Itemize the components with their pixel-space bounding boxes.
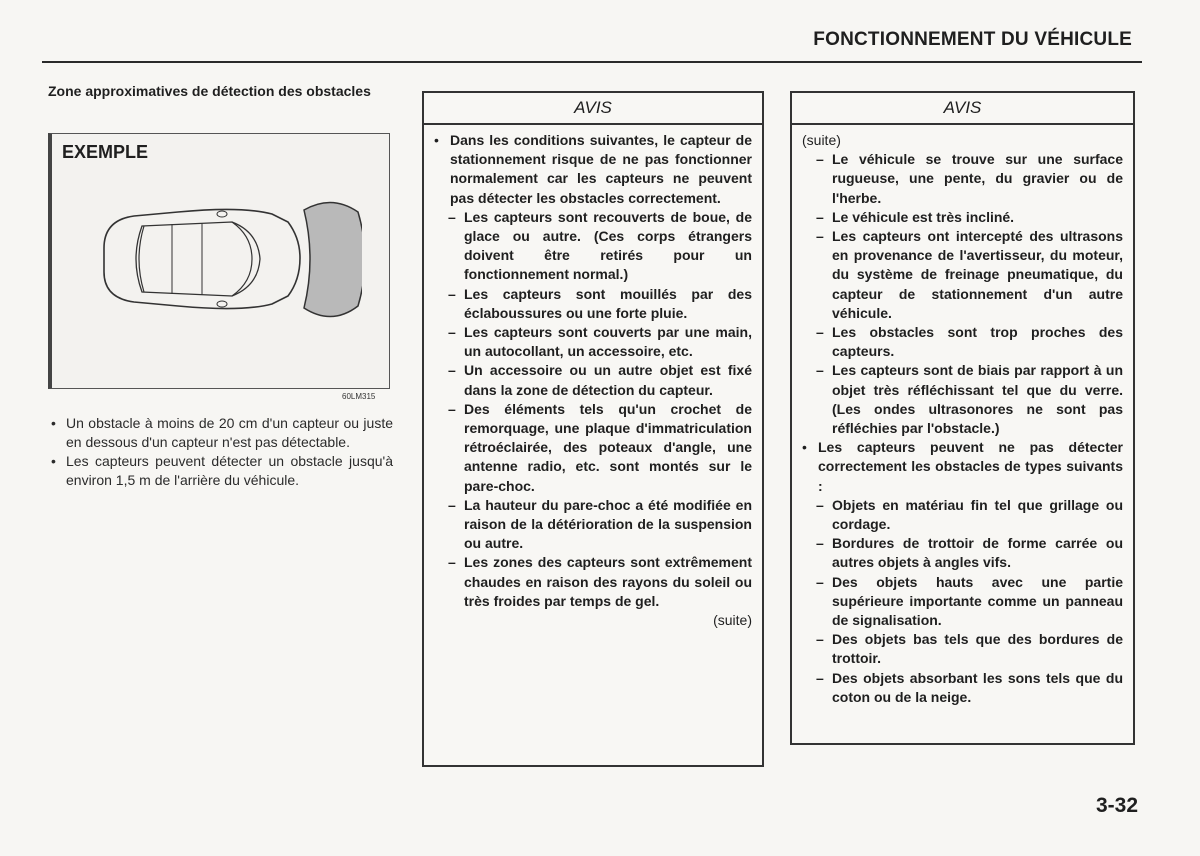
page-number: 3-32: [1095, 794, 1138, 817]
list-item: – Les capteurs sont couverts par une main, un autocollant, un accessoire, etc.: [448, 324, 752, 360]
list-item: • Les capteurs peuvent détecter un obstacle jusqu'à environ 1,5 m de l'arrière du véhicule.: [51, 453, 393, 488]
car-mirror: [217, 211, 227, 217]
bullet-mark: •: [51, 415, 56, 431]
notice-title: AVIS: [424, 93, 762, 125]
list-item: • Un obstacle à moins de 20 cm d'un capteur ou juste en dessous d'un capteur n'est pas détectable.: [51, 415, 393, 450]
list-item: – Les zones des capteurs sont extrêmement chaudes en raison des rayons du soleil ou très froides par temps de gel.: [448, 554, 752, 609]
list-item: – Des objets bas tels que des bordures de trottoir.: [816, 631, 1123, 667]
list-item: – Objets en matériau fin tel que grillage ou cordage.: [816, 496, 1123, 533]
header-rule: [42, 61, 1142, 63]
bullet-mark: •: [802, 439, 807, 456]
bullet-mark: •: [434, 132, 439, 148]
notice-box-1: [422, 91, 764, 767]
list-item: – Les capteurs sont recouverts de boue, de glace ou autre. (Ces corps étrangers doivent être retirés pour un fonctionnement normal.): [448, 208, 752, 283]
list-item: – Un accessoire ou un autre objet est fixé dans la zone de détection du capteur.: [448, 362, 752, 398]
continued-label: (suite): [802, 132, 841, 148]
list-item: – La hauteur du pare-choc a été modifiée en raison de la détérioration de la suspension ou autre.: [448, 496, 752, 552]
notice-box-2: [790, 91, 1135, 745]
list-item: – Les capteurs sont de biais par rapport à un objet très réfléchissant tel que du verre. (Les ondes ultrasonores ne sont pas réfléchies par l'obstacle.): [816, 362, 1123, 437]
detection-zone: [304, 202, 362, 316]
list-item: • Les capteurs peuvent ne pas détecter correctement les obstacles de types suivants :: [802, 439, 1123, 494]
list-item: – Des objets absorbant les sons tels que du coton ou de la neige.: [816, 669, 1123, 705]
list-item: • Dans les conditions suivantes, le capteur de stationnement risque de ne pas fonctionner normalement car les capteurs ne peuvent pas détecter les obstacles correctement.: [434, 132, 752, 206]
list-item: – Le véhicule se trouve sur une surface rugueuse, une pente, du gravier ou de l'herbe.: [816, 151, 1123, 206]
list-item: – Les capteurs sont mouillés par des éclaboussures ou une forte pluie.: [448, 285, 752, 321]
car-mirror: [217, 301, 227, 307]
left-bullet-list: [48, 414, 393, 490]
example-label: EXEMPLE: [62, 142, 149, 162]
page-header-title: FONCTIONNEMENT DU VÉHICULE: [813, 29, 1132, 50]
list-item: – Bordures de trottoir de forme carrée ou autres objets à angles vifs.: [816, 535, 1123, 571]
figure-code: 60LM315: [342, 392, 376, 401]
notice-body: [424, 125, 762, 630]
list-item: – Des objets hauts avec une partie supérieure importante comme un panneau de signalisation.: [816, 573, 1123, 629]
list-item: – Les capteurs ont intercepté des ultrasons en provenance de l'avertisseur, du moteur, du système de freinage pneumatique, du capteur de stationnement d'un autre véhicule.: [816, 228, 1123, 321]
example-box: [48, 133, 390, 389]
section-heading: Zone approximatives de détection des obstacles: [48, 83, 371, 99]
car-rear-window: [139, 226, 144, 292]
notice-title: AVIS: [792, 93, 1133, 125]
list-item: – Les obstacles sont trop proches des capteurs.: [816, 324, 1123, 360]
car-cabin: [136, 222, 260, 296]
list-item: – Des éléments tels qu'un crochet de remorquage, une plaque d'immatriculation rétroéclairée, des poteaux d'angle, une antenne radio, etc. sont montés sur le pare-choc.: [448, 400, 752, 494]
bullet-mark: •: [51, 453, 56, 469]
continued-label: (suite): [713, 612, 752, 629]
notice-body: [792, 125, 1133, 707]
list-item: – Le véhicule est très incliné.: [816, 208, 1015, 225]
car-detection-diagram: [82, 186, 362, 336]
